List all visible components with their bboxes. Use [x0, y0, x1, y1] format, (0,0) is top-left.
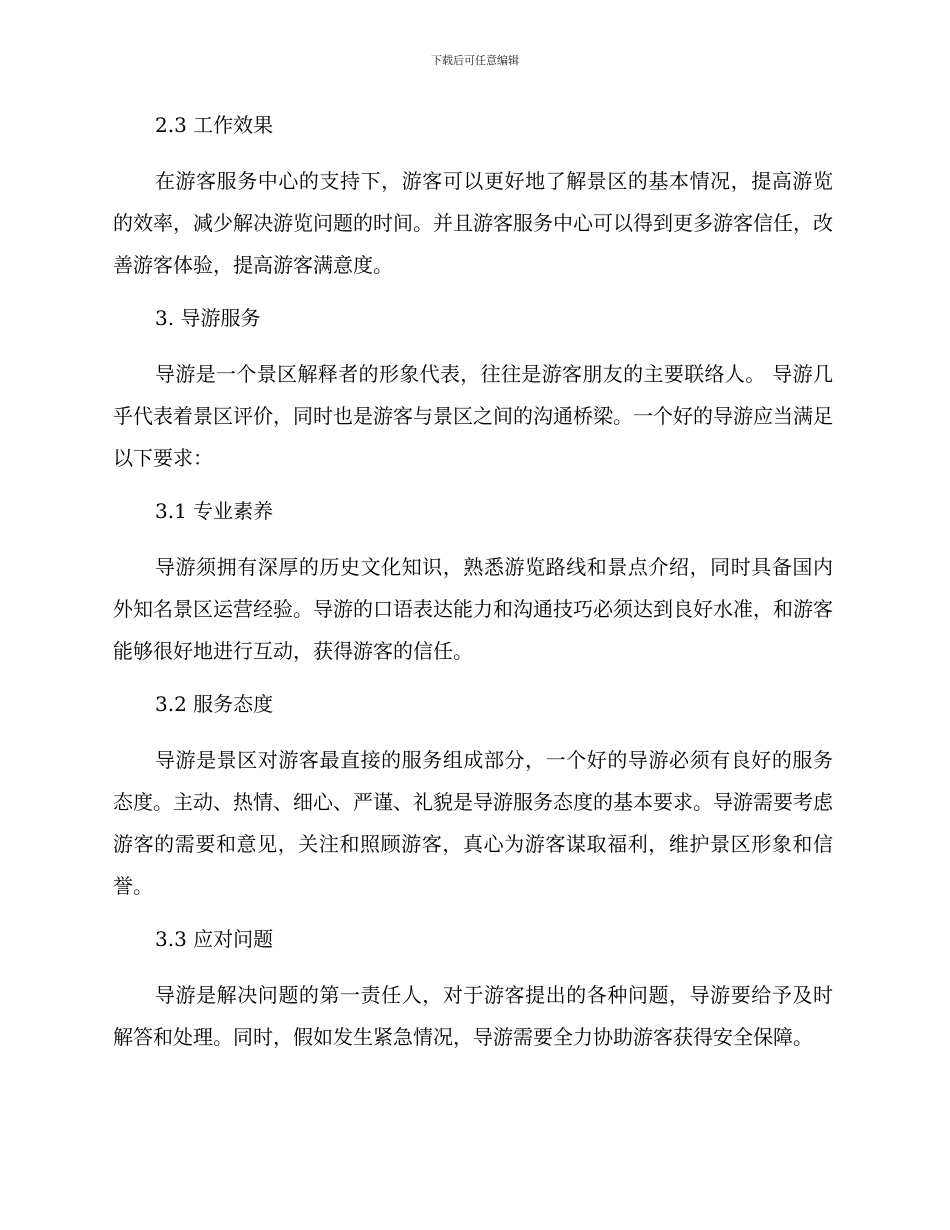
section-paragraph-3-3: 导游是解决问题的第一责任人，对于游客提出的各种问题，导游要给予及时解答和处理。同时，假如发生紧急情况，导游需要全力协助游客获得安全保障。 — [113, 983, 833, 1049]
section-paragraph-2-3: 在游客服务中心的支持下，游客可以更好地了解景区的基本情况，提高游览的效率，减少解决游览问题的时间。并且游客服务中心可以得到更多游客信任，改善游客体验，提高游客满意度。 — [113, 169, 833, 277]
document-body — [113, 104, 833, 1058]
section-heading-3-3: 3.3 应对问题 — [155, 927, 274, 951]
section-paragraph-3-1: 导游须拥有深厚的历史文化知识，熟悉游览路线和景点介绍，同时具备国内外知名景区运营经验。导游的口语表达能力和沟通技巧必须达到良好水准，和游客能够很好地进行互动，获得游客的信任。 — [113, 555, 833, 663]
section-heading-3-2: 3.2 服务态度 — [155, 692, 274, 716]
page-header: 下载后可任意编辑 — [431, 54, 519, 67]
section-paragraph-3: 导游是一个景区解释者的形象代表，往往是游客朋友的主要联络人。 导游几乎代表着景区评价，同时也是游客与景区之间的沟通桥梁。一个好的导游应当满足以下要求： — [113, 362, 833, 470]
section-heading-3-1: 3.1 专业素养 — [155, 499, 274, 523]
section-heading-3: 3. 导游服务 — [155, 306, 261, 330]
section-paragraph-3-2: 导游是景区对游客最直接的服务组成部分，一个好的导游必须有良好的服务态度。主动、热情、细心、严谨、礼貌是导游服务态度的基本要求。导游需要考虑游客的需要和意见，关注和照顾游客，真心为游客谋取福利，维护景区形象和信誉。 — [113, 748, 833, 898]
section-heading-2-3: 2.3 工作效果 — [155, 113, 274, 137]
